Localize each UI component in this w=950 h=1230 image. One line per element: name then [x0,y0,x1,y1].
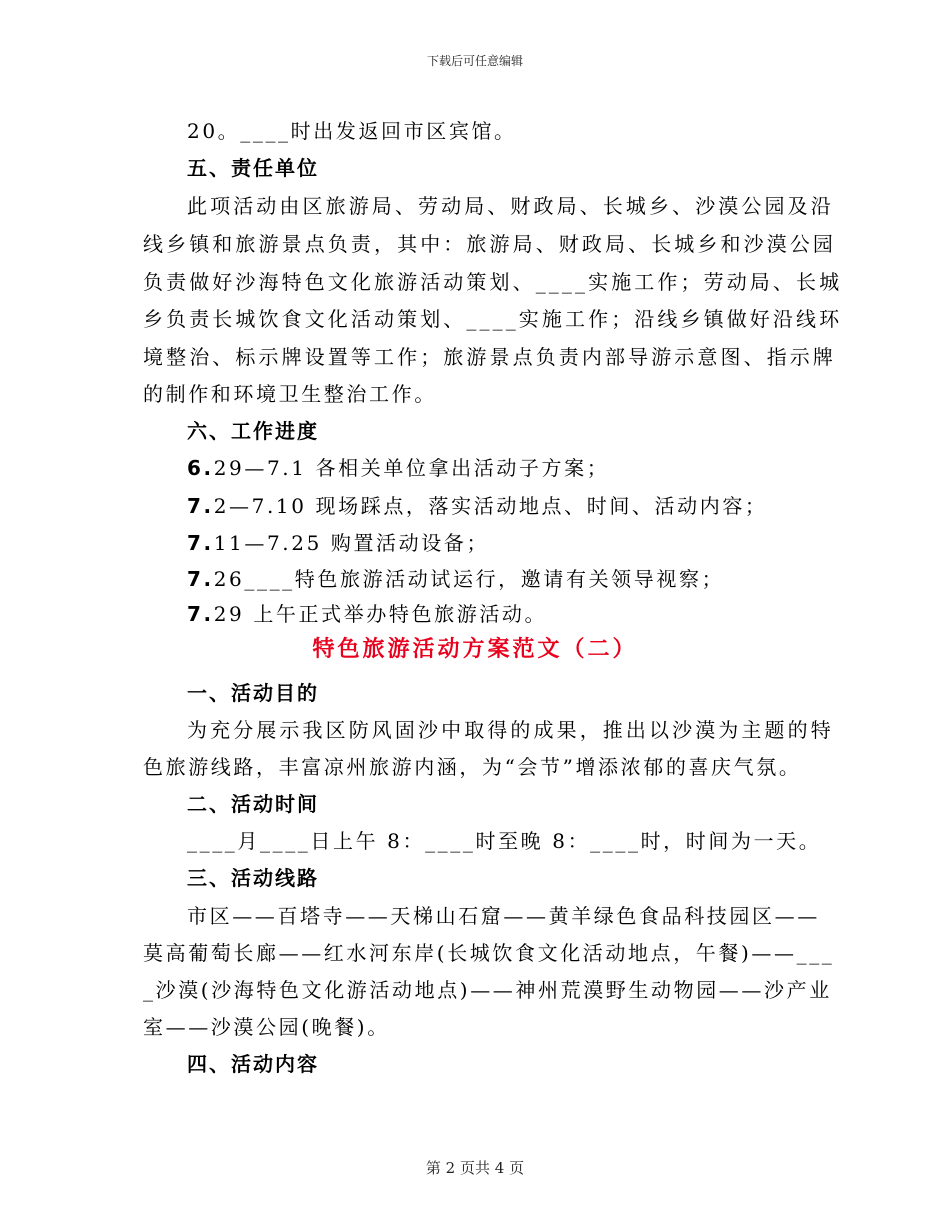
schedule-text: 2—7.10 现场踩点，落实活动地点、时间、活动内容； [213,494,768,518]
paragraph-line: 乡负责长城饮食文化活动策划、____实施工作；沿线乡镇做好沿线环 [143,307,843,331]
paragraph-line: 境整治、标示牌设置等工作；旅游景点负责内部导游示意图、指示牌 [143,345,836,369]
paragraph-line: 的制作和环境卫生整治工作。 [143,382,437,406]
schedule-text: 11—7.25 购置活动设备； [213,531,490,555]
schedule-text: 29—7.1 各相关单位拿出活动子方案； [213,456,610,480]
schedule-item [187,452,609,481]
page-header: 下载后可任意编辑 [426,54,523,68]
schedule-item [187,490,768,519]
schedule-text: 26____特色旅游活动试运行，邀请有关领导视察； [213,567,725,591]
paragraph-line: 为充分展示我区防风固沙中取得的成果，推出以沙漠为主题的特 [187,718,834,742]
paragraph-line: 此项活动由区旅游局、劳动局、财政局、长城乡、沙漠公园及沿 [187,194,834,218]
schedule-number: 7. [187,531,214,555]
paragraph-line: ____月____日上午 8：____时至晚 8：____时，时间为一天。 [187,829,822,853]
page-footer: 第 2 页共 4 页 [425,1159,525,1177]
paragraph-line: 市区——百塔寺——天梯山石窟——黄羊绿色食品科技园区—— [187,904,820,928]
paragraph-line: 室——沙漠公园(晚餐)。 [143,1015,390,1039]
paragraph-line: 莫高葡萄长廊——红水河东岸(长城饮食文化活动地点，午餐)——___ [143,941,835,965]
schedule-number: 6. [187,456,214,480]
section-heading: 三、活动线路 [187,866,319,890]
section-heading: 一、活动目的 [187,681,319,705]
document-title: 特色旅游活动方案范文（二） [312,637,638,662]
paragraph-line: 负责做好沙海特色文化旅游活动策划、____实施工作；劳动局、长城 [143,270,843,294]
schedule-item [187,527,489,556]
paragraph-line: 色旅游线路，丰富凉州旅游内涵，为“会节”增添浓郁的喜庆气氛。 [143,755,802,779]
schedule-number: 7. [187,494,214,518]
section-heading: 六、工作进度 [187,419,319,443]
section-heading: 二、活动时间 [187,792,319,816]
paragraph-line: 20。____时出发返回市区宾馆。 [187,119,517,143]
section-heading: 五、责任单位 [187,156,319,180]
paragraph-line: _沙漠(沙海特色文化游活动地点)——神州荒漠野生动物园——沙产业 [143,978,832,1002]
schedule-number: 7. [187,567,214,591]
schedule-text: 29 上午正式举办特色旅游活动。 [213,602,548,626]
schedule-item [187,563,724,592]
section-heading: 四、活动内容 [187,1052,319,1076]
schedule-number: 7. [187,602,214,626]
paragraph-line: 线乡镇和旅游景点负责，其中：旅游局、财政局、长城乡和沙漠公园 [143,232,836,256]
schedule-item [187,598,547,627]
